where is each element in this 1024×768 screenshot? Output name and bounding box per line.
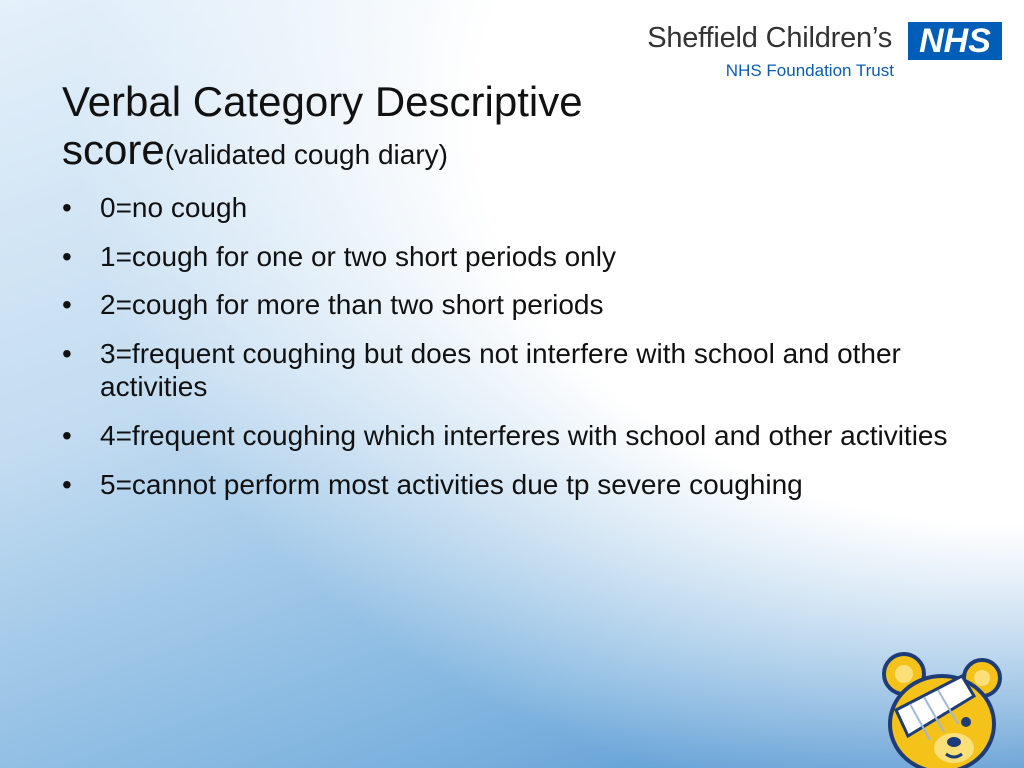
title-subtitle: (validated cough diary) <box>164 139 448 171</box>
bullet-dot-icon: • <box>62 289 72 321</box>
title-main: Verbal Category Descriptive <box>62 78 583 125</box>
bullet-item <box>60 288 970 322</box>
bullet-text: 0=no cough <box>100 192 248 223</box>
trust-logo <box>622 20 1002 86</box>
bullet-item <box>60 419 970 453</box>
bullet-dot-icon: • <box>62 240 72 272</box>
bullet-dot-icon: • <box>62 468 72 500</box>
bullet-list <box>60 191 970 516</box>
org-subtitle: NHS Foundation Trust <box>725 61 894 80</box>
bullet-text: 5=cannot perform most activities due tp severe coughing <box>100 468 803 500</box>
teddy-bear-with-bandage-icon <box>870 652 1010 768</box>
nhs-logo-text: NHS <box>919 22 991 60</box>
slide-title <box>62 78 762 175</box>
bullet-dot-icon: • <box>62 419 72 451</box>
nhs-logo <box>908 22 1002 60</box>
bullet-text: 3=frequent coughing but does not interfere with school and other activities <box>100 337 901 403</box>
bullet-text: 1=cough for one or two short periods only <box>100 240 616 272</box>
bullet-text: 2=cough for more than two short periods <box>100 289 604 321</box>
bullet-item <box>60 337 970 404</box>
bullet-text: 4=frequent coughing which interferes with school and other activities <box>100 419 948 451</box>
title-score-word: score <box>62 126 165 174</box>
bullet-item <box>60 240 970 274</box>
bullet-dot-icon: • <box>62 337 72 369</box>
org-name: Sheffield Children’s <box>647 22 892 54</box>
bullet-dot-icon: • <box>62 192 72 223</box>
bullet-item <box>60 191 970 225</box>
title-line-2 <box>62 126 762 174</box>
bullet-item <box>60 468 970 502</box>
